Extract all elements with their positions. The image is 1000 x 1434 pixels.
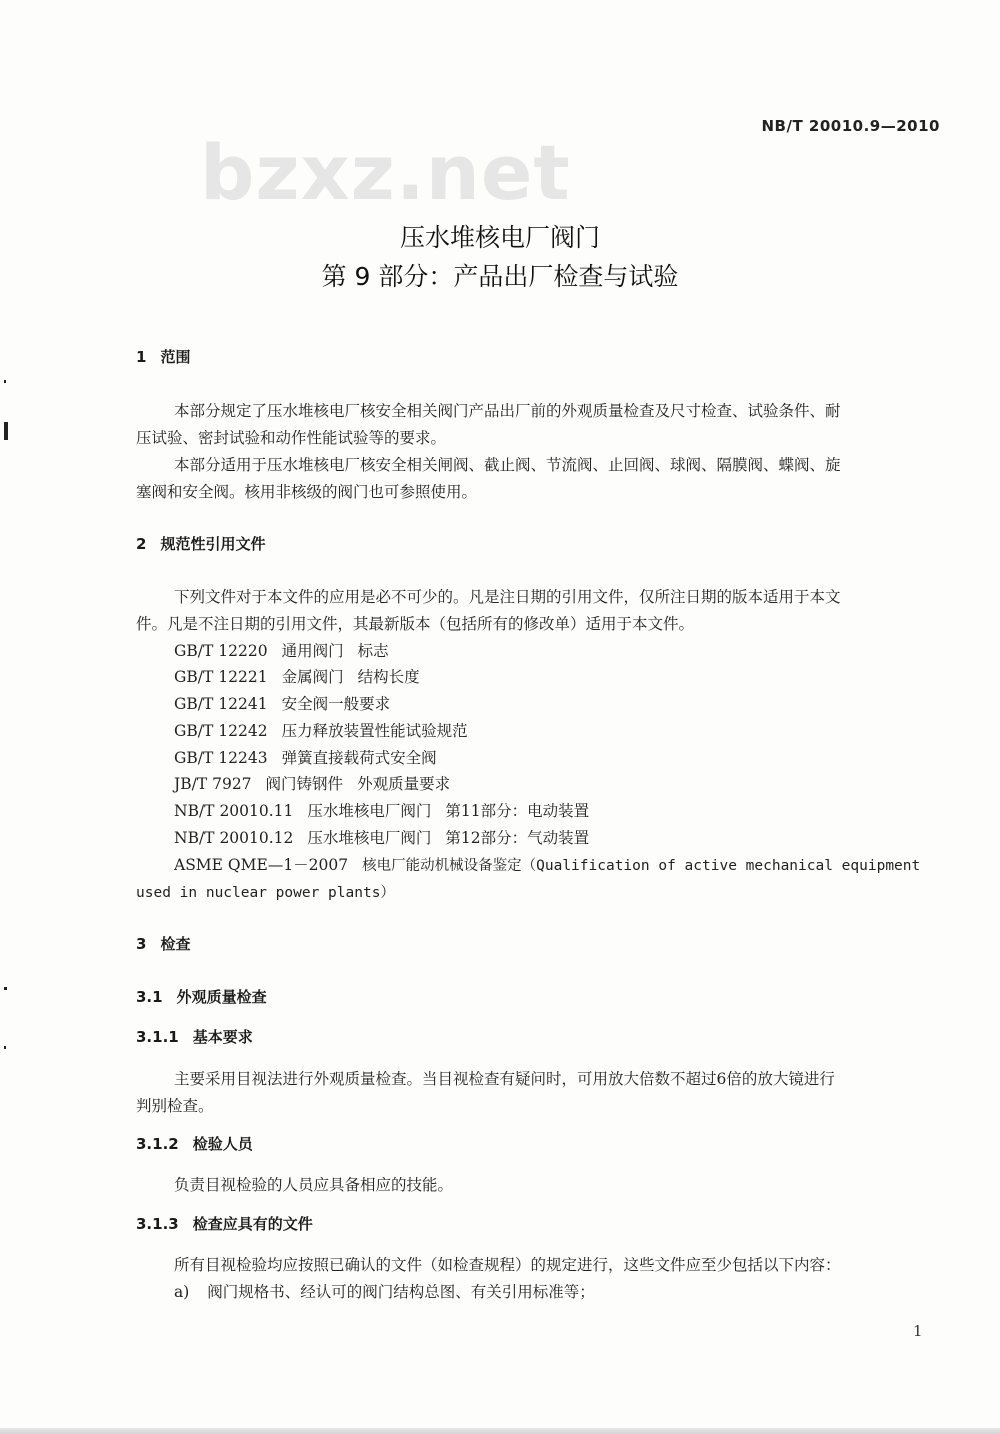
- reference-item: [174, 799, 589, 821]
- section-2-heading: [136, 533, 265, 554]
- reference-code: GB/T 12241: [174, 695, 268, 713]
- list-text: 阀门规格书、经认可的阀门结构总图、有关引用标准等；: [207, 1283, 595, 1301]
- reference-title: 金属阀门: [281, 668, 344, 686]
- section-number: 3.1.1: [136, 1028, 179, 1046]
- section-title: 基本要求: [192, 1028, 253, 1046]
- section-number: 3.1.2: [136, 1135, 179, 1153]
- reference-title: 核电厂能动机械设备鉴定（Qualification of active mechanical equipment: [362, 858, 921, 874]
- reference-item: [174, 746, 437, 768]
- paragraph-line: 判别检查。: [136, 1097, 214, 1115]
- paragraph-line: 主要采用目视法进行外观质量检查。当目视检查有疑问时，可用放大倍数不超过6倍的放大镜进行: [174, 1070, 835, 1088]
- section-title: 检查: [160, 935, 191, 953]
- section-3-1-3-heading: [136, 1213, 313, 1234]
- reference-item: [174, 719, 468, 741]
- reference-item: [174, 665, 420, 687]
- paragraph-line: 所有目视检验均应按照已确认的文件（如检查规程）的规定进行，这些文件应至少包括以下内容：: [174, 1256, 841, 1274]
- document-subtitle: 第 9 部分：产品出厂检查与试验: [321, 262, 679, 291]
- section-3-1-1-heading: [136, 1026, 253, 1047]
- reference-item: [174, 692, 390, 714]
- section-number: 3.1.3: [136, 1215, 179, 1233]
- section-3-1-heading: [136, 986, 267, 1007]
- paragraph-line: 本部分规定了压水堆核电厂核安全相关阀门产品出厂前的外观质量检查及尺寸检查、试验条件、耐: [174, 402, 841, 420]
- reference-title: 压水堆核电厂阀门: [307, 802, 432, 820]
- reference-code: JB/T 7927: [174, 775, 252, 793]
- reference-title: 压水堆核电厂阀门: [307, 829, 432, 847]
- section-title: 检查应具有的文件: [192, 1215, 313, 1233]
- page-bottom-edge: [0, 1428, 1000, 1434]
- section-number: 3: [136, 935, 147, 953]
- reference-item-asme: [174, 853, 920, 875]
- section-title: 检验人员: [192, 1135, 253, 1153]
- reference-title: 外观质量要求: [357, 775, 451, 793]
- reference-title: 第11部分：电动装置: [445, 802, 590, 820]
- section-number: 1: [136, 348, 147, 366]
- reference-code: NB/T 20010.11: [174, 802, 294, 820]
- page-number: 1: [913, 1322, 923, 1340]
- reference-title: 弹簧直接载荷式安全阀: [281, 749, 437, 767]
- section-3-1-2-heading: [136, 1133, 253, 1154]
- scan-mark: [4, 1046, 6, 1049]
- reference-title: 通用阀门: [281, 642, 344, 660]
- reference-title: 安全阀一般要求: [281, 695, 391, 713]
- section-title: 规范性引用文件: [160, 535, 266, 553]
- reference-item: [174, 826, 589, 848]
- scan-mark: [4, 422, 8, 440]
- scan-mark: [4, 380, 6, 383]
- reference-code: GB/T 12243: [174, 749, 268, 767]
- reference-title: 结构长度: [357, 668, 420, 686]
- reference-code: NB/T 20010.12: [174, 829, 294, 847]
- reference-title: 第12部分：气动装置: [445, 829, 590, 847]
- standard-number: NB/T 20010.9—2010: [761, 117, 940, 135]
- scan-mark: [4, 987, 7, 990]
- watermark: bzxz.net: [200, 128, 571, 217]
- paragraph-line: 负责目视检验的人员应具备相应的技能。: [174, 1176, 454, 1194]
- reference-item: [174, 639, 389, 661]
- paragraph-line: 塞阀和安全阀。核用非核级的阀门也可参照使用。: [136, 483, 478, 501]
- section-1-heading: [136, 346, 190, 367]
- reference-item: [174, 772, 450, 794]
- section-3-heading: [136, 933, 190, 954]
- list-marker: a): [174, 1283, 190, 1301]
- paragraph-line: 下列文件对于本文件的应用是必不可少的。凡是注日期的引用文件，仅所注日期的版本适用于本文: [174, 588, 841, 606]
- section-number: 3.1: [136, 988, 163, 1006]
- reference-code: GB/T 12220: [174, 642, 268, 660]
- paragraph-line: 件。凡是不注日期的引用文件，其最新版本（包括所有的修改单）适用于本文件。: [136, 615, 695, 633]
- reference-title: 压力释放装置性能试验规范: [281, 722, 468, 740]
- reference-title: 标志: [357, 642, 389, 660]
- section-number: 2: [136, 535, 147, 553]
- reference-title: 阀门铸钢件: [265, 775, 344, 793]
- reference-code: GB/T 12221: [174, 668, 268, 686]
- section-title: 范围: [160, 348, 191, 366]
- document-title: 压水堆核电厂阀门: [399, 223, 600, 252]
- section-title: 外观质量检查: [176, 988, 267, 1006]
- paragraph-line: 压试验、密封试验和动作性能试验等的要求。: [136, 429, 447, 447]
- list-item-a: [174, 1280, 595, 1302]
- reference-code: ASME QME—1－2007: [174, 856, 349, 874]
- reference-code: GB/T 12242: [174, 722, 268, 740]
- reference-continuation: used in nuclear power plants）: [136, 885, 395, 901]
- paragraph-line: 本部分适用于压水堆核电厂核安全相关闸阀、截止阀、节流阀、止回阀、球阀、隔膜阀、蝶阀、旋: [174, 456, 841, 474]
